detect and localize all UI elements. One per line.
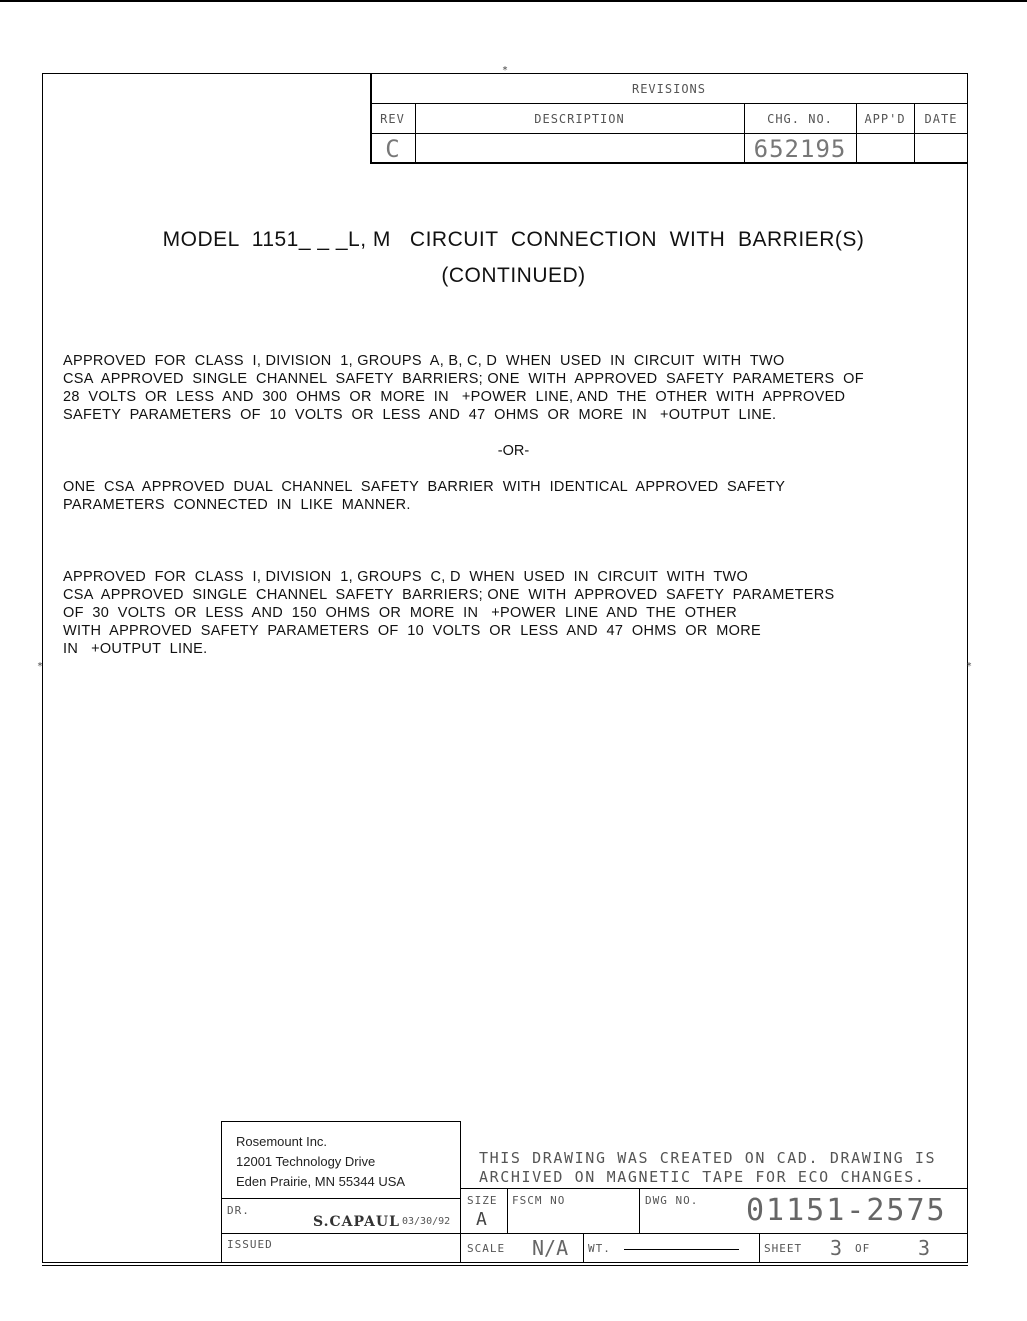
paragraph-line: CSA APPROVED SINGLE CHANNEL SAFETY BARRIERS; ONE WITH APPROVED SAFETY PARAMETERS OF [63,371,864,387]
rev-column-header: REV [380,112,405,126]
scale-value: N/A [532,1236,569,1260]
chg-no-value: 652195 [753,135,847,163]
fscm-label: FSCM NO [512,1194,566,1207]
issued-label: ISSUED [227,1238,273,1251]
drafter-name: S.CAPAUL [313,1214,400,1230]
paragraph-line: WITH APPROVED SAFETY PARAMETERS OF 10 VOLTS OR LESS AND 47 OHMS OR MORE [63,623,761,639]
weight-label: WT. [588,1242,611,1255]
appd-column-header: APP'D [864,112,906,126]
drafted-date: 03/30/92 [402,1216,451,1227]
paragraph-line: OF 30 VOLTS OR LESS AND 150 OHMS OR MORE IN +POWER LINE AND THE OTHER [63,605,737,621]
of-label: OF [855,1242,871,1255]
description-column-header: DESCRIPTION [534,112,625,126]
paragraph-line: IN +OUTPUT LINE. [63,641,208,657]
title-block [221,1121,968,1263]
cad-note-line-2: ARCHIVED ON MAGNETIC TAPE FOR ECO CHANGES. [479,1168,926,1186]
total-sheets: 3 [918,1236,931,1260]
sheet-number: 3 [830,1236,843,1260]
approval-paragraph-3 [63,568,953,658]
paragraph-line: SAFETY PARAMETERS OF 10 VOLTS OR LESS AND 47 OHMS OR MORE IN +OUTPUT LINE. [63,407,777,423]
chg-no-column-header: CHG. NO. [767,112,833,126]
paragraph-line: CSA APPROVED SINGLE CHANNEL SAFETY BARRIERS; ONE WITH APPROVED SAFETY PARAMETERS [63,587,835,603]
company-street: 12001 Technology Drive [236,1154,376,1169]
company-city: Eden Prairie, MN 55344 USA [236,1174,406,1189]
revisions-table [370,73,968,163]
rev-value: C [385,135,400,163]
paragraph-line: APPROVED FOR CLASS I, DIVISION 1, GROUPS C, D WHEN USED IN CIRCUIT WITH TWO [63,569,749,585]
drawing-number: 01151-2575 [746,1193,947,1228]
company-name: Rosemount Inc. [236,1134,328,1149]
drawing-subtitle: (CONTINUED) [441,264,586,287]
center-mark-left: * [37,661,44,672]
date-column-header: DATE [924,112,958,126]
scale-label: SCALE [467,1242,506,1255]
frame-bottom-line [42,1265,968,1266]
size-value: A [476,1209,487,1230]
center-mark-right: * [966,661,973,672]
size-label: SIZE [467,1194,498,1207]
paragraph-line: ONE CSA APPROVED DUAL CHANNEL SAFETY BARRIER WITH IDENTICAL APPROVED SAFETY [63,479,786,495]
approval-paragraph-1 [63,352,953,424]
revisions-heading: REVISIONS [631,82,707,96]
paragraph-line: PARAMETERS CONNECTED IN LIKE MANNER. [63,497,411,513]
drawing-title: MODEL 1151_ _ _L, M CIRCUIT CONNECTION WITH BARRIER(S) [162,228,865,251]
approval-paragraph-2 [63,478,953,514]
cad-note-line-1: THIS DRAWING WAS CREATED ON CAD. DRAWING IS [479,1149,937,1167]
center-mark-top: * [502,65,509,76]
paragraph-line: APPROVED FOR CLASS I, DIVISION 1, GROUPS A, B, C, D WHEN USED IN CIRCUIT WITH TWO [63,353,785,369]
sheet-label: SHEET [764,1242,803,1255]
dr-label: DR. [227,1204,250,1217]
dwg-no-label: DWG NO. [645,1194,699,1207]
paragraph-line: 28 VOLTS OR LESS AND 300 OHMS OR MORE IN +POWER LINE, AND THE OTHER WITH APPROVED [63,389,846,405]
or-separator: -OR- [497,443,530,459]
top-border-line [0,0,1027,2]
